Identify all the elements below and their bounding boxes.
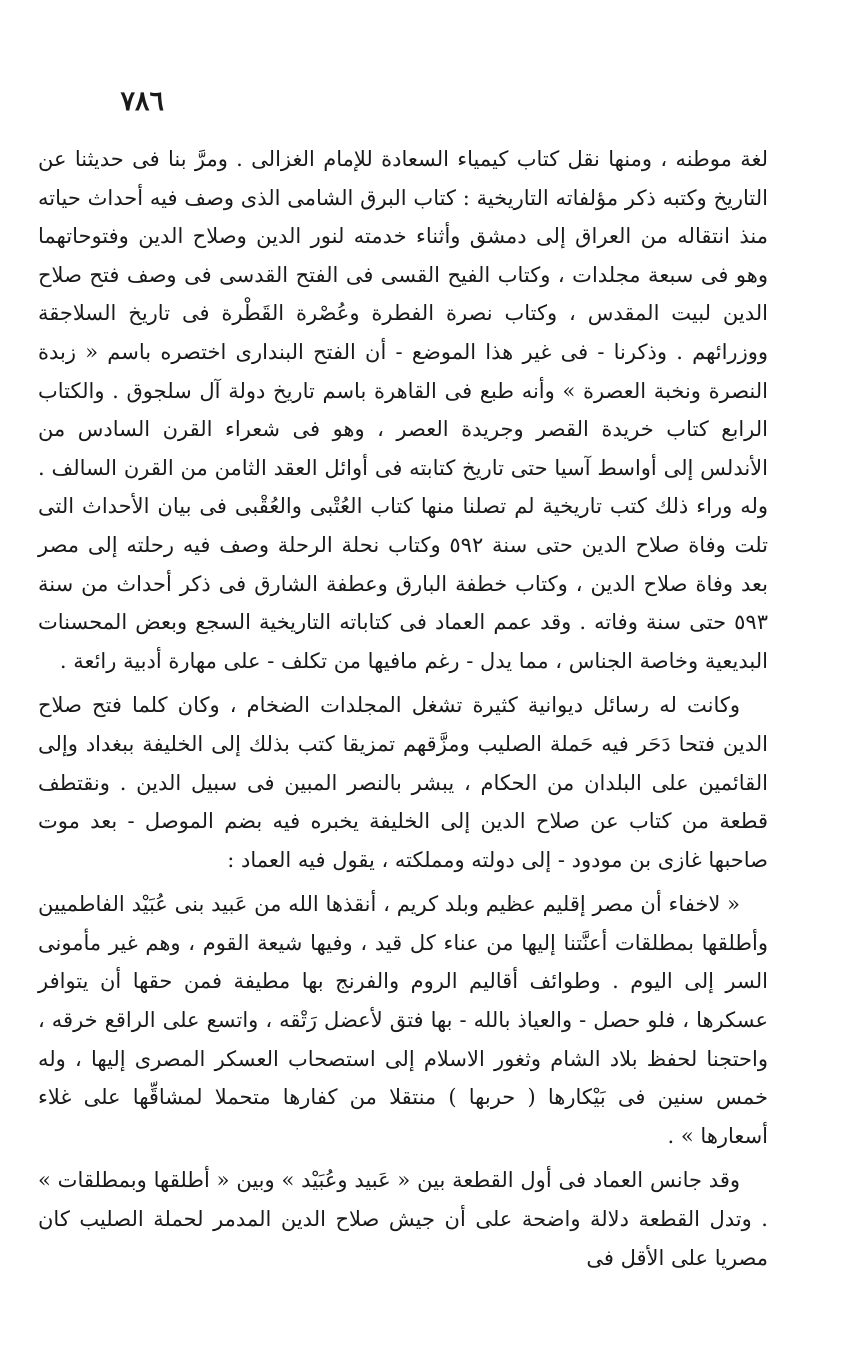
paragraph-historical-works: لغة موطنه ، ومنها نقل كتاب كيمياء السعادة للإمام الغزالى . ومرَّ بنا فى حديثنا عن التاريخ وكتبه ذكر مؤلفاته التاريخية : كتاب البرق الشامى الذى وصف فيه أحداث حياته منذ انتقاله من العراق إلى دمشق وأثناء خدمته لنور الدين وصلاح الدين وفتوحاتهما وهو فى سبعة مجلدات ، وكتاب الفيح القسى فى الفتح القدسى فى وصف فتح صلاح الدين لبيت المقدس ، وكتاب نصرة الفطرة وعُصْرة القَطْرة فى تاريخ السلاجقة ووزرائهم . وذكرنا - فى غير هذا الموضع - أن الفتح البندارى اختصره باسم « زبدة النصرة ونخبة العصرة » وأنه طبع فى القاهرة باسم تاريخ دولة آل سلجوق . والكتاب الرابع كتاب خريدة القصر وجريدة العصر ، وهو فى شعراء القرن السادس من الأندلس إلى أواسط آسيا حتى تاريخ كتابته فى أوائل العقد الثامن من القرن السالف . وله وراء ذلك كتب تاريخية لم تصلنا منها كتاب العُتْبى والعُقْبى فى بيان الأحداث التى تلت وفاة صلاح الدين حتى سنة ٥٩٢ وكتاب نحلة الرحلة وصف فيه رحلته إلى مصر بعد وفاة صلاح الدين ، وكتاب خطفة البارق وعطفة الشارق فى ذكر أحداث من سنة ٥٩٣ حتى سنة وفاته . وقد عمم العماد فى كتاباته التاريخية السجع وبعض المحسنات البديعية وخاصة الجناس ، مما يدل - رغم مافيها من تكلف - على مهارة أدبية رائعة . (38, 147, 768, 673)
body-text (38, 140, 768, 1277)
paragraph-diwan-letters: وكانت له رسائل ديوانية كثيرة تشغل المجلدات الضخام ، وكان كلما فتح صلاح الدين فتحا دَحَر فيه حَملة الصليب ومزَّقهم تمزيقا كتب بذلك إلى الخليفة ببغداد وإلى القائمين على البلدان من الحكام ، يبشر بالنصر المبين فى سبيل الدين . ونقتطف قطعة من كتاب عن صلاح الدين إلى الخليفة يخبره فيه بضم الموصل - بعد موت صاحبها غازى بن مودود - إلى دولته ومملكته ، يقول فيه العماد : (38, 693, 768, 872)
page-number: ٧٨٦ (120, 86, 164, 117)
paragraph-commentary: وقد جانس العماد فى أول القطعة بين « عَبيد وعُبَيْد » وبين « أطلقها وبمطلقات » . وتدل القطعة دلالة واضحة على أن جيش صلاح الدين المدمر لحملة الصليب كان مصريا على الأقل فى (38, 1168, 768, 1270)
paragraph-quoted-letter: « لاخفاء أن مصر إقليم عظيم وبلد كريم ، أنقذها الله من عَبيد بنى عُبَيْد الفاطميين وأطلقها بمطلقات أعنَّتنا إليها من عناء كل قيد ، وفيها شيعة القوم ، وهم غير مأمونى السر إلى اليوم . وطوائف أقاليم الروم والفرنج بها مطيفة فمن حقها أن يتوافر عسكرها ، فلو حصل - والعياذ بالله - بها فتق لأعضل رَتْقه ، واتسع على الراقع خرقه ، واحتجنا لحفظ بلاد الشام وثغور الاسلام إلى استصحاب العسكر المصرى إليها ، وله خمس سنين فى بَيْكارها ( حربها ) منتقلا من كفارها متحملا لمشاقِّها على غلاء أسعارها » . (38, 892, 768, 1148)
